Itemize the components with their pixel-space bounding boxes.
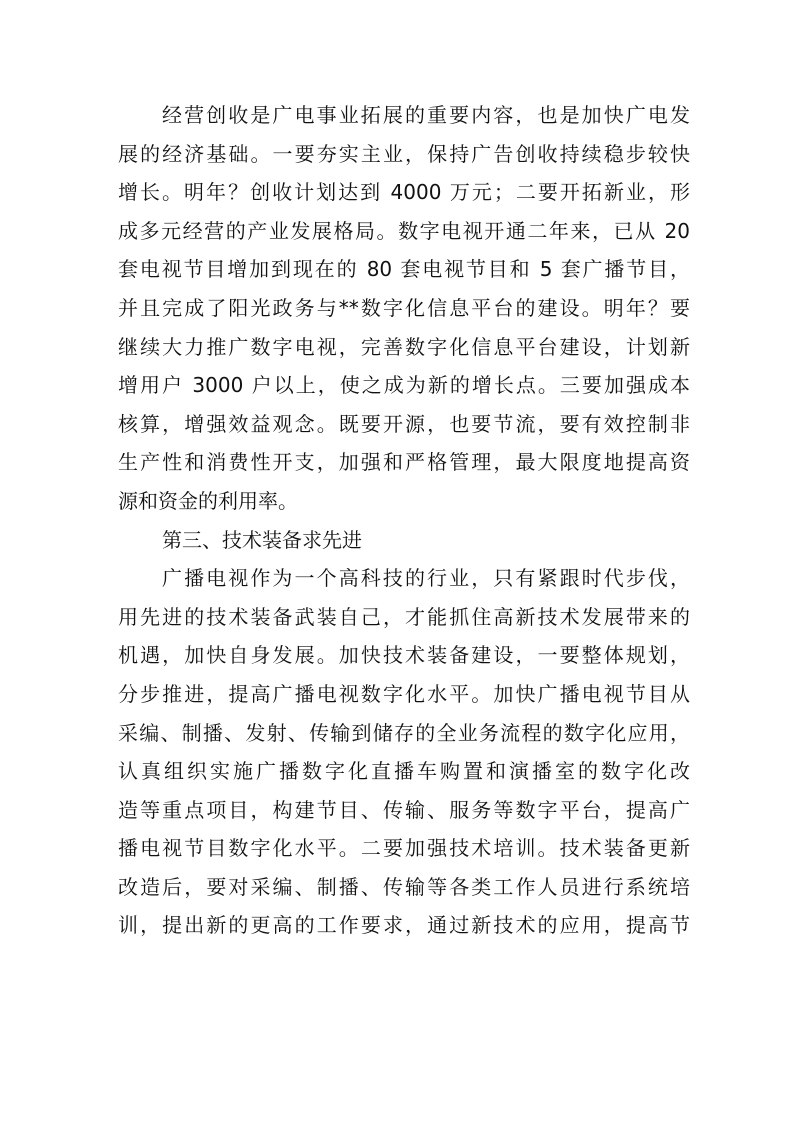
text-line: 播电视节目数字化水平。二要加强技术培训。技术装备更新 [118,836,690,861]
heading-line: 第三、技术装备求先进 [162,527,362,552]
document-body [118,96,690,945]
text-line: 展的经济基础。一要夯实主业，保持广告创收持续稳步较快 [118,141,690,166]
text-line: 分步推进，提高广播电视数字化水平。加快广播电视节目从 [118,681,690,706]
text-line: 增用户 3000 户以上，使之成为新的增长点。三要加强成本 [118,373,690,398]
text-line: 核算，增强效益观念。既要开源，也要节流，要有效控制非 [118,411,690,436]
text-line: 生产性和消费性开支，加强和严格管理，最大限度地提高资 [118,450,690,475]
text-line: 经营创收是广电事业拓展的重要内容，也是加快广电发 [162,103,690,127]
text-line: 源和资金的利用率。 [118,488,298,513]
text-line: 继续大力推广数字电视，完善数字化信息平台建设，计划新 [118,334,690,359]
text-line: 造等重点项目，构建节目、传输、服务等数字平台，提高广 [118,797,690,822]
section-heading [118,521,690,560]
text-line: 机遇，加快自身发展。加快技术装备建设，一要整体规划， [118,643,690,668]
text-line: 广播电视作为一个高科技的行业，只有紧跟时代步伐， [162,566,690,591]
paragraph-technical-equipment [118,559,690,945]
text-line: 增长。明年？创收计划达到 4000 万元；二要开拓新业，形 [118,180,690,205]
text-line: 采编、制播、发射、传输到储存的全业务流程的数字化应用， [118,720,690,745]
text-line: 套电视节目增加到现在的 80 套电视节目和 5 套广播节目， [118,257,690,282]
text-line: 成多元经营的产业发展格局。数字电视开通二年来，已从 20 [118,218,690,243]
text-line: 训，提出新的更高的工作要求，通过新技术的应用，提高节 [118,913,690,938]
text-line: 并且完成了阳光政务与**数字化信息平台的建设。明年？要 [118,295,690,320]
text-line: 认真组织实施广播数字化直播车购置和演播室的数字化改 [118,759,690,784]
paragraph-business-income [118,96,690,521]
text-line: 改造后，要对采编、制播、传输等各类工作人员进行系统培 [118,874,690,899]
text-line: 用先进的技术装备武装自己，才能抓住高新技术发展带来的 [118,604,690,629]
